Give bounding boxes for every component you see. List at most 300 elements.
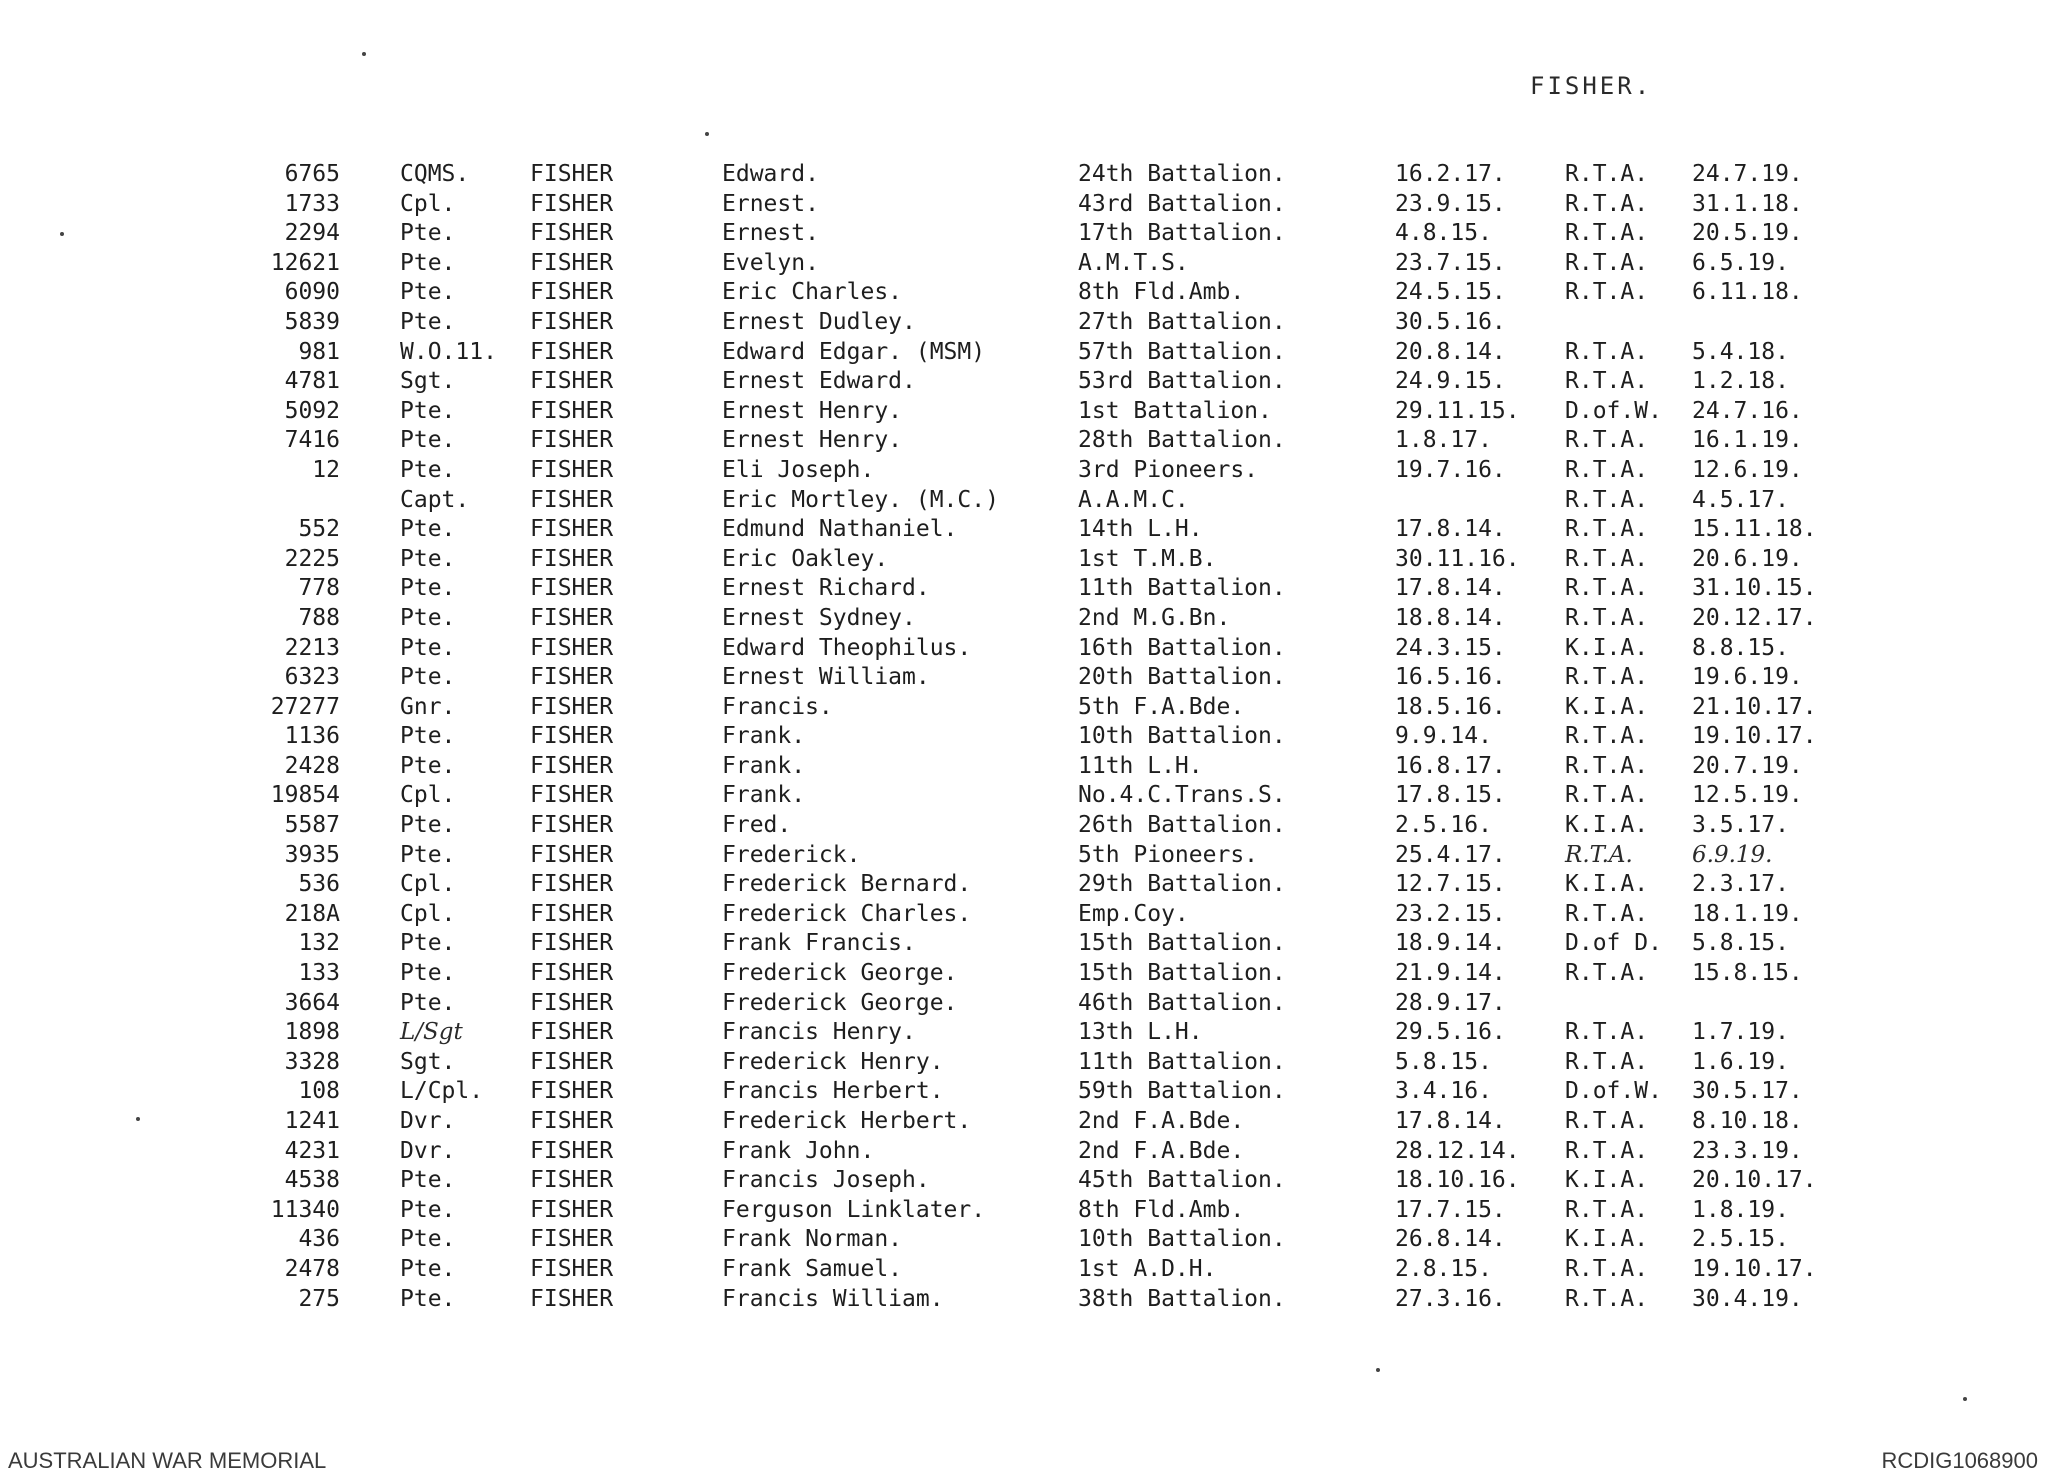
fate-date: 8.8.15.	[1692, 634, 1789, 661]
fate: K.I.A.	[1565, 693, 1649, 720]
enlistment-date: 18.10.16.	[1395, 1167, 1520, 1194]
nominal-roll-list	[0, 160, 2048, 1314]
fate: R.T.A.	[1565, 782, 1649, 809]
unit: 15th Battalion.	[1078, 960, 1286, 987]
service-number: 3935	[284, 841, 340, 868]
fate: R.T.A.	[1565, 723, 1649, 750]
service-number: 12621	[270, 249, 340, 276]
rank: Pte.	[400, 812, 456, 839]
service-number: 4781	[284, 368, 340, 395]
rank: Pte.	[400, 634, 456, 661]
fate-date: 1.7.19.	[1692, 1019, 1789, 1046]
given-names: Frederick George.	[722, 960, 958, 987]
given-names: Francis Henry.	[722, 1019, 916, 1046]
rank: Cpl.	[400, 782, 456, 809]
unit: 11th L.H.	[1078, 752, 1203, 779]
unit: 45th Battalion.	[1078, 1167, 1286, 1194]
roll-entry	[0, 752, 2048, 782]
enlistment-date: 23.2.15.	[1395, 900, 1506, 927]
roll-entry	[0, 722, 2048, 752]
rank: Cpl.	[400, 900, 456, 927]
fate-date: 31.1.18.	[1692, 190, 1803, 217]
enlistment-date: 4.8.15.	[1395, 220, 1492, 247]
given-names: Ernest Henry.	[722, 427, 903, 454]
service-number: 133	[298, 960, 340, 987]
surname: FISHER	[530, 456, 614, 483]
surname: FISHER	[530, 1285, 614, 1312]
fate-date: 19.10.17.	[1692, 723, 1817, 750]
roll-entry	[0, 515, 2048, 545]
unit: No.4.C.Trans.S.	[1078, 782, 1286, 809]
service-number: 6765	[284, 161, 340, 187]
given-names: Eric Oakley.	[722, 545, 889, 572]
enlistment-date: 20.8.14.	[1395, 338, 1506, 365]
given-names: Ernest Dudley.	[722, 308, 916, 335]
rank: Pte.	[400, 960, 456, 987]
surname: FISHER	[530, 279, 614, 306]
surname: FISHER	[530, 516, 614, 543]
surname: FISHER	[530, 220, 614, 247]
roll-entry	[0, 486, 2048, 516]
enlistment-date: 30.5.16.	[1395, 308, 1506, 335]
roll-entry	[0, 190, 2048, 220]
surname: FISHER	[530, 1019, 614, 1046]
scan-speck	[705, 132, 709, 136]
rank: Pte.	[400, 279, 456, 306]
rank: Pte.	[400, 930, 456, 957]
fate-date: 4.5.17.	[1692, 486, 1789, 513]
fate: R.T.A.	[1565, 664, 1649, 691]
fate: R.T.A.	[1565, 545, 1649, 572]
fate-date: 20.6.19.	[1692, 545, 1803, 572]
fate-date: 19.10.17.	[1692, 1255, 1817, 1282]
surname: FISHER	[530, 634, 614, 661]
service-number: 3328	[284, 1048, 340, 1075]
fate: K.I.A.	[1565, 871, 1649, 898]
unit: 5th Pioneers.	[1078, 841, 1259, 868]
roll-entry	[0, 1285, 2048, 1315]
surname: FISHER	[530, 190, 614, 217]
given-names: Francis Joseph.	[722, 1167, 930, 1194]
surname: FISHER	[530, 1167, 614, 1194]
rank: Pte.	[400, 427, 456, 454]
enlistment-date: 27.3.16.	[1395, 1285, 1506, 1312]
surname: FISHER	[530, 960, 614, 987]
service-number: 2225	[284, 545, 340, 572]
given-names: Edward.	[722, 161, 819, 187]
fate: D.of.W.	[1565, 1078, 1662, 1105]
given-names: Eric Charles.	[722, 279, 903, 306]
unit: 11th Battalion.	[1078, 575, 1286, 602]
rank: Pte.	[400, 545, 456, 572]
fate-date: 2.3.17.	[1692, 871, 1789, 898]
service-number: 108	[298, 1078, 340, 1105]
roll-entry	[0, 1196, 2048, 1226]
unit: 1st A.D.H.	[1078, 1255, 1217, 1282]
rank: L/Sgt	[400, 1019, 463, 1046]
fate-date: 23.3.19.	[1692, 1137, 1803, 1164]
surname: FISHER	[530, 545, 614, 572]
roll-entry	[0, 1225, 2048, 1255]
given-names: Frank Francis.	[722, 930, 916, 957]
enlistment-date: 24.3.15.	[1395, 634, 1506, 661]
unit: 8th Fld.Amb.	[1078, 1196, 1245, 1223]
unit: 38th Battalion.	[1078, 1285, 1286, 1312]
fate: D.of D.	[1565, 930, 1662, 957]
fate-date: 1.6.19.	[1692, 1048, 1789, 1075]
unit: 57th Battalion.	[1078, 338, 1286, 365]
fate-date: 20.7.19.	[1692, 752, 1803, 779]
given-names: Edward Edgar. (MSM)	[722, 338, 986, 365]
enlistment-date: 12.7.15.	[1395, 871, 1506, 898]
fate-date: 5.8.15.	[1692, 930, 1789, 957]
service-number: 6090	[284, 279, 340, 306]
given-names: Evelyn.	[722, 249, 819, 276]
enlistment-date: 16.5.16.	[1395, 664, 1506, 691]
given-names: Ernest Edward.	[722, 368, 916, 395]
surname: FISHER	[530, 1078, 614, 1105]
enlistment-date: 28.12.14.	[1395, 1137, 1520, 1164]
unit: 43rd Battalion.	[1078, 190, 1286, 217]
roll-entry	[0, 278, 2048, 308]
service-number: 5839	[284, 308, 340, 335]
service-number: 1898	[284, 1019, 340, 1046]
rank: W.O.11.	[400, 338, 497, 365]
unit: 15th Battalion.	[1078, 930, 1286, 957]
fate: R.T.A.	[1565, 575, 1649, 602]
unit: 29th Battalion.	[1078, 871, 1286, 898]
fate: R.T.A.	[1565, 604, 1649, 631]
fate-date: 24.7.19.	[1692, 161, 1803, 187]
enlistment-date: 23.9.15.	[1395, 190, 1506, 217]
fate-date: 31.10.15.	[1692, 575, 1817, 602]
enlistment-date: 17.7.15.	[1395, 1196, 1506, 1223]
fate: R.T.A.	[1565, 161, 1649, 187]
rank: Pte.	[400, 604, 456, 631]
rank: Pte.	[400, 1196, 456, 1223]
page-heading: FISHER.	[1530, 72, 1653, 100]
service-number: 3664	[284, 989, 340, 1016]
surname: FISHER	[530, 900, 614, 927]
rank: Pte.	[400, 752, 456, 779]
rank: Pte.	[400, 1285, 456, 1312]
service-number: 218A	[284, 900, 340, 927]
surname: FISHER	[530, 308, 614, 335]
unit: 2nd F.A.Bde.	[1078, 1108, 1245, 1134]
enlistment-date: 17.8.14.	[1395, 1108, 1506, 1134]
given-names: Frederick George.	[722, 989, 958, 1016]
service-number: 6323	[284, 664, 340, 691]
service-number: 7416	[284, 427, 340, 454]
surname: FISHER	[530, 338, 614, 365]
unit: 3rd Pioneers.	[1078, 456, 1259, 483]
service-number: 536	[298, 871, 340, 898]
given-names: Edward Theophilus.	[722, 634, 972, 661]
fate: R.T.A.	[1565, 220, 1649, 247]
fate-date: 15.11.18.	[1692, 516, 1817, 543]
roll-entry	[0, 1077, 2048, 1107]
surname: FISHER	[530, 1048, 614, 1075]
enlistment-date: 28.9.17.	[1395, 989, 1506, 1016]
roll-entry	[0, 1048, 2048, 1078]
unit: 2nd M.G.Bn.	[1078, 604, 1231, 631]
unit: 20th Battalion.	[1078, 664, 1286, 691]
fate: R.T.A.	[1565, 900, 1649, 927]
surname: FISHER	[530, 604, 614, 631]
rank: Pte.	[400, 220, 456, 247]
given-names: Eli Joseph.	[722, 456, 875, 483]
enlistment-date: 25.4.17.	[1395, 841, 1506, 868]
rank: Pte.	[400, 397, 456, 424]
service-number: 11340	[270, 1196, 340, 1223]
roll-entry	[0, 929, 2048, 959]
fate-date: 21.10.17.	[1692, 693, 1817, 720]
fate-date: 1.2.18.	[1692, 368, 1789, 395]
unit: 46th Battalion.	[1078, 989, 1286, 1016]
service-number: 1733	[284, 190, 340, 217]
roll-entry	[0, 634, 2048, 664]
surname: FISHER	[530, 575, 614, 602]
rank: Pte.	[400, 1226, 456, 1253]
enlistment-date: 17.8.14.	[1395, 575, 1506, 602]
fate: R.T.A.	[1565, 338, 1649, 365]
unit: 13th L.H.	[1078, 1019, 1203, 1046]
surname: FISHER	[530, 1108, 614, 1134]
given-names: Frederick Herbert.	[722, 1108, 972, 1134]
unit: 5th F.A.Bde.	[1078, 693, 1245, 720]
fate: D.of.W.	[1565, 397, 1662, 424]
rank: Pte.	[400, 1167, 456, 1194]
given-names: Frank Samuel.	[722, 1255, 903, 1282]
rank: Pte.	[400, 989, 456, 1016]
surname: FISHER	[530, 1137, 614, 1164]
rank: Pte.	[400, 841, 456, 868]
fate-date: 3.5.17.	[1692, 812, 1789, 839]
enlistment-date: 17.8.15.	[1395, 782, 1506, 809]
enlistment-date: 18.9.14.	[1395, 930, 1506, 957]
fate: R.T.A.	[1565, 1255, 1649, 1282]
rank: Cpl.	[400, 871, 456, 898]
unit: 53rd Battalion.	[1078, 368, 1286, 395]
roll-entry	[0, 693, 2048, 723]
fate-date: 12.5.19.	[1692, 782, 1803, 809]
fate-date: 6.5.19.	[1692, 249, 1789, 276]
fate-date: 8.10.18.	[1692, 1108, 1803, 1134]
service-number: 12	[312, 456, 340, 483]
scan-speck	[136, 1117, 140, 1121]
scan-speck	[60, 232, 64, 236]
enlistment-date: 17.8.14.	[1395, 516, 1506, 543]
surname: FISHER	[530, 752, 614, 779]
enlistment-date: 2.5.16.	[1395, 812, 1492, 839]
surname: FISHER	[530, 782, 614, 809]
enlistment-date: 26.8.14.	[1395, 1226, 1506, 1253]
fate: R.T.A.	[1565, 249, 1649, 276]
unit: 16th Battalion.	[1078, 634, 1286, 661]
rank: Pte.	[400, 249, 456, 276]
fate: R.T.A.	[1565, 1108, 1649, 1134]
service-number: 1241	[284, 1108, 340, 1134]
surname: FISHER	[530, 693, 614, 720]
rank: Dvr.	[400, 1108, 456, 1134]
fate: K.I.A.	[1565, 1167, 1649, 1194]
given-names: Frederick Henry.	[722, 1048, 944, 1075]
fate: R.T.A.	[1565, 752, 1649, 779]
unit: 28th Battalion.	[1078, 427, 1286, 454]
given-names: Frederick.	[722, 841, 861, 868]
unit: 26th Battalion.	[1078, 812, 1286, 839]
surname: FISHER	[530, 397, 614, 424]
surname: FISHER	[530, 249, 614, 276]
scan-speck	[1376, 1368, 1380, 1372]
enlistment-date: 16.2.17.	[1395, 161, 1506, 187]
unit: 10th Battalion.	[1078, 723, 1286, 750]
rank: Pte.	[400, 308, 456, 335]
surname: FISHER	[530, 812, 614, 839]
surname: FISHER	[530, 930, 614, 957]
unit: A.A.M.C.	[1078, 486, 1189, 513]
service-number: 788	[298, 604, 340, 631]
roll-entry	[0, 1018, 2048, 1048]
unit: 27th Battalion.	[1078, 308, 1286, 335]
service-number: 19854	[270, 782, 340, 809]
fate-date: 1.8.19.	[1692, 1196, 1789, 1223]
roll-entry	[0, 604, 2048, 634]
service-number: 4538	[284, 1167, 340, 1194]
enlistment-date: 21.9.14.	[1395, 960, 1506, 987]
service-number: 981	[298, 338, 340, 365]
rank: Capt.	[400, 486, 470, 513]
fate-date: 19.6.19.	[1692, 664, 1803, 691]
given-names: Francis William.	[722, 1285, 944, 1312]
fate: R.T.A.	[1565, 841, 1633, 868]
rank: Dvr.	[400, 1137, 456, 1164]
service-number: 1136	[284, 723, 340, 750]
service-number: 27277	[270, 693, 340, 720]
fate-date: 6.11.18.	[1692, 279, 1803, 306]
rank: Pte.	[400, 664, 456, 691]
fate-date: 24.7.16.	[1692, 397, 1803, 424]
roll-entry	[0, 545, 2048, 575]
roll-entry	[0, 397, 2048, 427]
unit: 8th Fld.Amb.	[1078, 279, 1245, 306]
roll-entry	[0, 1255, 2048, 1285]
fate-date: 6.9.19.	[1692, 841, 1773, 868]
fate-date: 16.1.19.	[1692, 427, 1803, 454]
scan-speck	[1963, 1397, 1967, 1401]
roll-entry	[0, 574, 2048, 604]
fate: R.T.A.	[1565, 486, 1649, 513]
service-number: 132	[298, 930, 340, 957]
roll-entry	[0, 367, 2048, 397]
fate-date: 20.12.17.	[1692, 604, 1817, 631]
fate-date: 18.1.19.	[1692, 900, 1803, 927]
fate: R.T.A.	[1565, 960, 1649, 987]
given-names: Eric Mortley. (M.C.)	[722, 486, 999, 513]
rank: Pte.	[400, 723, 456, 750]
given-names: Francis.	[722, 693, 833, 720]
surname: FISHER	[530, 368, 614, 395]
roll-entry	[0, 338, 2048, 368]
fate-date: 20.5.19.	[1692, 220, 1803, 247]
unit: 2nd F.A.Bde.	[1078, 1137, 1245, 1164]
fate: R.T.A.	[1565, 279, 1649, 306]
roll-entry	[0, 456, 2048, 486]
given-names: Ernest Sydney.	[722, 604, 916, 631]
given-names: Ernest Henry.	[722, 397, 903, 424]
roll-entry	[0, 989, 2048, 1019]
unit: 11th Battalion.	[1078, 1048, 1286, 1075]
enlistment-date: 29.11.15.	[1395, 397, 1520, 424]
roll-entry	[0, 219, 2048, 249]
given-names: Frank Norman.	[722, 1226, 903, 1253]
given-names: Frederick Bernard.	[722, 871, 972, 898]
rank: Pte.	[400, 1255, 456, 1282]
service-number: 2478	[284, 1255, 340, 1282]
enlistment-date: 19.7.16.	[1395, 456, 1506, 483]
unit: 10th Battalion.	[1078, 1226, 1286, 1253]
fate: R.T.A.	[1565, 1019, 1649, 1046]
surname: FISHER	[530, 427, 614, 454]
service-number: 2213	[284, 634, 340, 661]
enlistment-date: 29.5.16.	[1395, 1019, 1506, 1046]
surname: FISHER	[530, 1255, 614, 1282]
roll-entry	[0, 308, 2048, 338]
fate: R.T.A.	[1565, 1137, 1649, 1164]
enlistment-date: 3.4.16.	[1395, 1078, 1492, 1105]
rank: Gnr.	[400, 693, 456, 720]
surname: FISHER	[530, 841, 614, 868]
enlistment-date: 1.8.17.	[1395, 427, 1492, 454]
service-number: 2294	[284, 220, 340, 247]
given-names: Frank.	[722, 752, 806, 779]
fate: K.I.A.	[1565, 1226, 1649, 1253]
fate: R.T.A.	[1565, 190, 1649, 217]
given-names: Frederick Charles.	[722, 900, 972, 927]
fate: R.T.A.	[1565, 368, 1649, 395]
surname: FISHER	[530, 486, 614, 513]
enlistment-date: 9.9.14.	[1395, 723, 1492, 750]
service-number: 552	[298, 516, 340, 543]
unit: 59th Battalion.	[1078, 1078, 1286, 1105]
archive-reference: RCDIG1068900	[1881, 1448, 2038, 1473]
fate: R.T.A.	[1565, 1048, 1649, 1075]
given-names: Ernest.	[722, 220, 819, 247]
given-names: Ferguson Linklater.	[722, 1196, 986, 1223]
roll-entry	[0, 426, 2048, 456]
roll-entry	[0, 900, 2048, 930]
unit: 1st T.M.B.	[1078, 545, 1217, 572]
fate: R.T.A.	[1565, 1196, 1649, 1223]
given-names: Ernest William.	[722, 664, 930, 691]
rank: Pte.	[400, 456, 456, 483]
given-names: Ernest Richard.	[722, 575, 930, 602]
given-names: Ernest.	[722, 190, 819, 217]
enlistment-date: 2.8.15.	[1395, 1255, 1492, 1282]
rank: Pte.	[400, 575, 456, 602]
surname: FISHER	[530, 161, 614, 187]
fate: R.T.A.	[1565, 427, 1649, 454]
fate: R.T.A.	[1565, 1285, 1649, 1312]
roll-entry	[0, 811, 2048, 841]
unit: 17th Battalion.	[1078, 220, 1286, 247]
fate-date: 5.4.18.	[1692, 338, 1789, 365]
enlistment-date: 24.5.15.	[1395, 279, 1506, 306]
given-names: Frank John.	[722, 1137, 875, 1164]
archive-credit: AUSTRALIAN WAR MEMORIAL	[8, 1448, 327, 1473]
service-number: 778	[298, 575, 340, 602]
roll-entry	[0, 781, 2048, 811]
